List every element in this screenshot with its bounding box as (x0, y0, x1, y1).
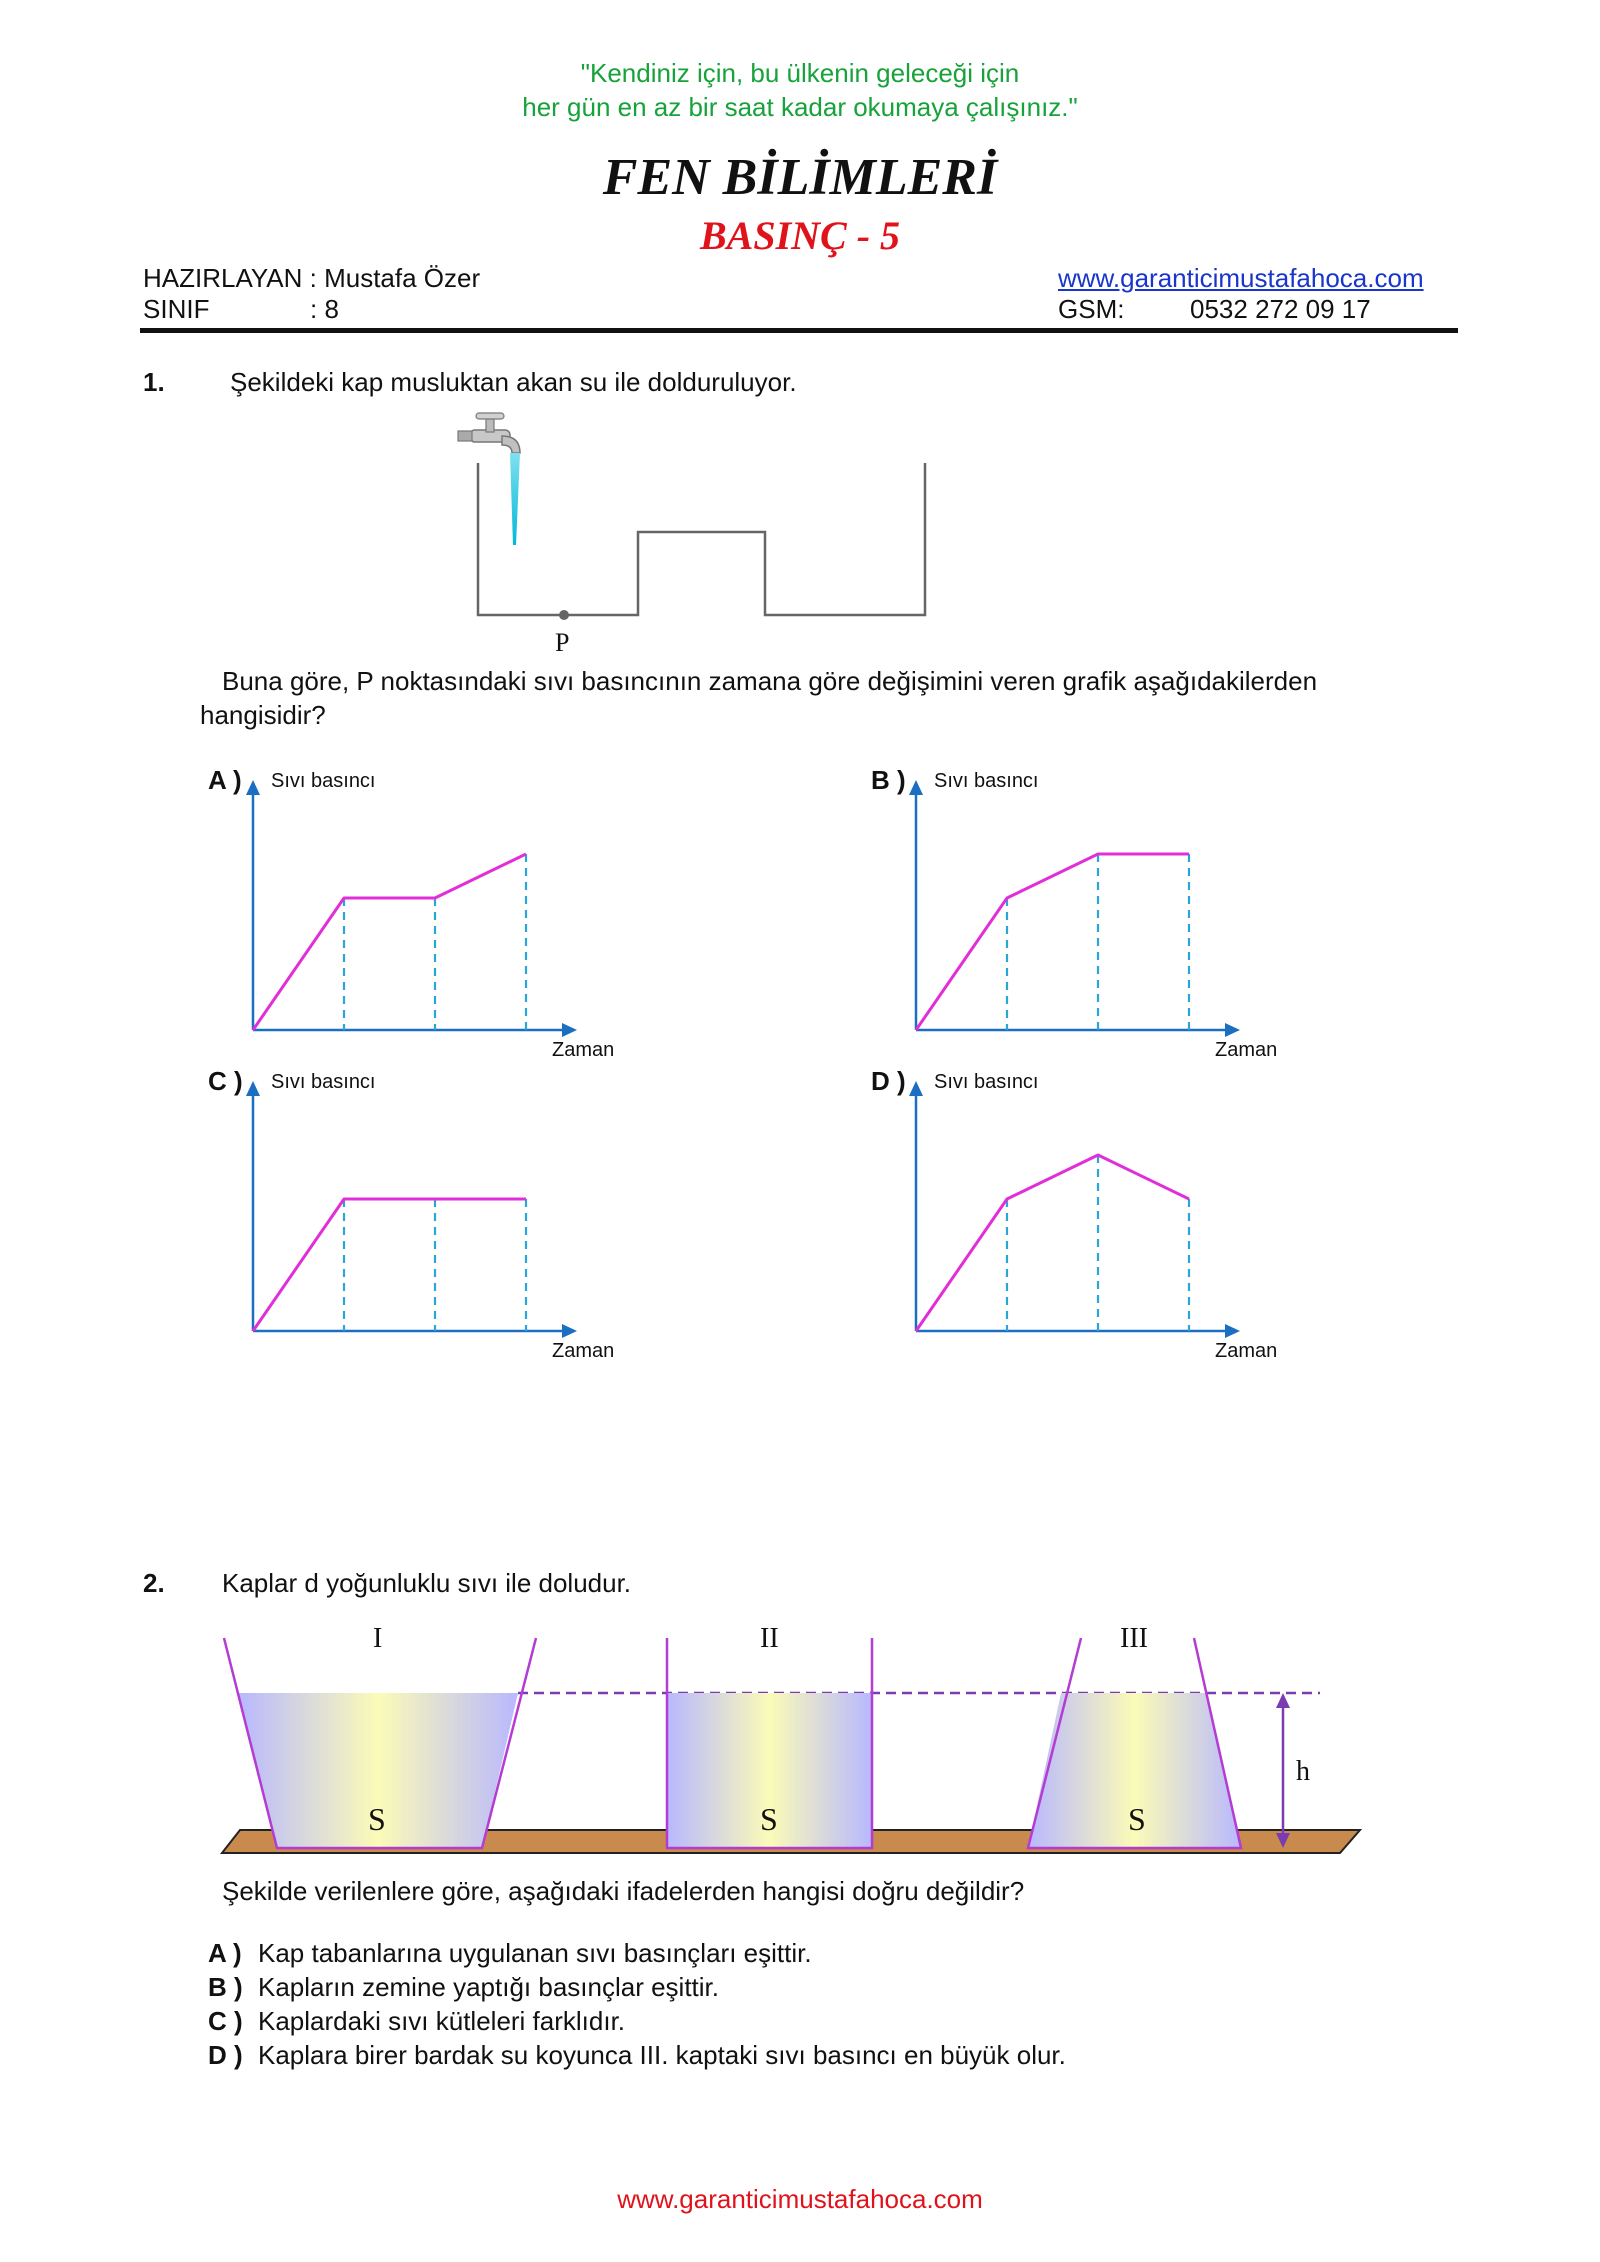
option-c-ylabel: Sıvı basıncı (271, 1071, 376, 1093)
class-label: SINIF (143, 294, 210, 324)
option-c-label: C ) (208, 1066, 243, 1096)
option-d-xlabel: Zaman (1215, 1340, 1278, 1362)
answer-option-a-text: Kap tabanlarına uygulanan sıvı basınçları eşittir. (258, 1938, 812, 1968)
class-value: : 8 (310, 294, 339, 324)
answer-option-d-label: D ) (208, 2040, 243, 2070)
option-c-y-arrow (246, 1081, 260, 1096)
answer-option-c-text: Kaplardaki sıvı kütleleri farklıdır. (258, 2006, 626, 2036)
container-i-base-label: S (368, 1801, 386, 1837)
point-p-marker (559, 610, 569, 620)
gsm-value: 0532 272 09 17 (1190, 294, 1371, 324)
option-b-label: B ) (871, 765, 906, 795)
container-iii-label: III (1120, 1623, 1148, 1654)
header-divider (140, 328, 1458, 333)
answer-option-b[interactable] (208, 1970, 719, 2004)
question-2-text: Kaplar d yoğunluklu sıvı ile doludur. (222, 1568, 632, 1598)
answer-option-d[interactable] (208, 2038, 1066, 2072)
option-a-pressure-line (253, 854, 526, 1030)
option-d-x-arrow (1225, 1324, 1240, 1338)
option-d-label: D ) (871, 1066, 906, 1096)
page-subtitle: BASINÇ - 5 (699, 213, 901, 258)
container-ii (667, 1623, 872, 1848)
option-b-ylabel: Sıvı basıncı (934, 770, 1039, 792)
water-stream (510, 453, 520, 545)
answer-option-c-label: C ) (208, 2006, 243, 2036)
quote-line-1: "Kendiniz için, bu ülkenin geleceği için (580, 58, 1020, 88)
option-c-pressure-line (253, 1199, 526, 1331)
option-b-xlabel: Zaman (1215, 1039, 1278, 1061)
graph-option-c[interactable] (205, 1061, 675, 1361)
option-a-label: A ) (208, 765, 242, 795)
question-2-prompt: Şekilde verilenlere göre, aşağıdaki ifadelerden hangisi doğru değildir? (222, 1876, 1025, 1906)
answer-option-b-label: B ) (208, 1972, 243, 2002)
question-1-prompt-line1: Buna göre, P noktasındaki sıvı basıncının zamana göre değişimini veren grafik aşağıdakilerden (222, 666, 1318, 696)
gsm-label: GSM: (1058, 294, 1125, 324)
option-b-pressure-line (916, 854, 1189, 1030)
height-arrow (1276, 1693, 1290, 1848)
option-a-ylabel: Sıvı basıncı (271, 770, 376, 792)
option-a-x-arrow (562, 1023, 577, 1037)
question-1-number: 1. (143, 367, 165, 397)
option-d-pressure-line (916, 1155, 1189, 1331)
option-a-xlabel: Zaman (552, 1039, 615, 1061)
graph-option-b[interactable] (868, 760, 1338, 1060)
page-title: FEN BİLİMLERİ (602, 149, 998, 206)
option-d-y-arrow (909, 1081, 923, 1096)
container-outline (478, 463, 925, 615)
container-diagram (440, 405, 960, 665)
container-ii-label: II (760, 1623, 779, 1654)
option-c-x-arrow (562, 1324, 577, 1338)
graph-option-a[interactable] (205, 760, 675, 1060)
option-b-y-arrow (909, 780, 923, 795)
container-iii (1028, 1623, 1241, 1848)
container-iii-base-label: S (1128, 1801, 1146, 1837)
faucet-icon (458, 413, 520, 453)
question-1-text: Şekildeki kap musluktan akan su ile dolduruluyor. (230, 367, 797, 397)
question-2-number: 2. (143, 1568, 165, 1598)
question-1-prompt-line2: hangisidir? (200, 700, 326, 730)
answer-option-a[interactable] (208, 1936, 812, 1970)
height-label: h (1296, 1756, 1310, 1787)
graph-option-d[interactable] (868, 1061, 1338, 1361)
answer-option-b-text: Kapların zemine yaptığı basınçlar eşittir. (258, 1972, 720, 2002)
option-d-ylabel: Sıvı basıncı (934, 1071, 1039, 1093)
option-a-y-arrow (246, 780, 260, 795)
answer-option-d-text: Kaplara birer bardak su koyunca III. kaptaki sıvı basıncı en büyük olur. (258, 2040, 1066, 2070)
container-i-label: I (373, 1623, 383, 1654)
option-b-x-arrow (1225, 1023, 1240, 1037)
answer-option-a-label: A ) (208, 1938, 242, 1968)
option-c-xlabel: Zaman (552, 1340, 615, 1362)
container-i (224, 1623, 536, 1848)
point-p-label: P (555, 628, 570, 657)
author-label: HAZIRLAYAN : Mustafa Özer (143, 263, 481, 293)
containers-diagram (200, 1620, 1380, 1870)
footer-website[interactable]: www.garanticimustafahoca.com (617, 2184, 983, 2214)
answer-option-c[interactable] (208, 2004, 625, 2038)
quote-line-2: her gün en az bir saat kadar okumaya çalışınız." (522, 92, 1078, 122)
website-link[interactable]: www.garanticimustafahoca.com (1058, 263, 1424, 293)
container-ii-base-label: S (760, 1801, 778, 1837)
